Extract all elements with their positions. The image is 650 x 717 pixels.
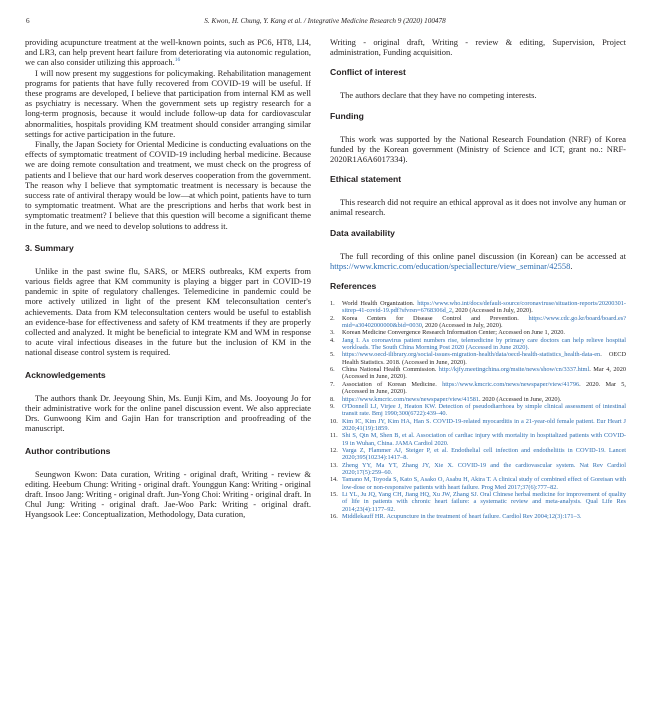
references-heading: References: [330, 281, 377, 292]
reference-link[interactable]: Kim IC, Kim JY, Kim HA, Han S. COVID-19-related myocarditis in a 21-year-old female patient. Eur Heart J 2020;41(19):1859.: [342, 417, 626, 432]
reference-item: [330, 315, 626, 330]
reference-item: [330, 396, 626, 403]
ethical-paragraph: This research did not require an ethical approval as it does not involve any human or animal research.: [330, 197, 626, 218]
summary-heading: 3. Summary: [25, 242, 74, 253]
reference-number: 4.: [330, 336, 335, 344]
reference-item: [330, 462, 626, 477]
reference-item: [330, 491, 626, 513]
summary-paragraph: Unlike in the past swine flu, SARS, or MERS outbreaks, KM experts from various fields agree that KM community is playing a bigger part in COVID-19 pandemic in spite of regulatory challenges. Telemedicine in pandemic could be more actively utilized in light of the present KM teleconsultation center's achievements. Data from KM teleconsultation centers would be useful to establish an evidence-base for effectiveness and safety of KM treatments if they are properly collected and analyzed. It might be beneficial to integrate KM and WM in response to acute viral infectious diseases in the future but the inclusion of KM in the national disease control system is required.: [25, 265, 311, 358]
reference-number: 13.: [330, 461, 338, 469]
reference-number: 14.: [330, 476, 338, 484]
japan-society-paragraph: Finally, the Japan Society for Oriental Medicine is conducting evaluations on the effects of symptomatic treatment of COVID-19 including herbal medicine. Because we are doing remote consultation and treatment, we must check on the progress of patients and I believe that our hard work deserves cooperation from the government. The reason why I believe that symptomatic treatment is necessary is because the success rate of antiviral therapy would be low—at which point, patients have to turn to symptomatic treatment. What are the prescriptions and herbs that work best in symptomatic treatment? I believe that this question will become a significant theme in the future, and we need to develop solutions to address it.: [25, 139, 311, 231]
funding-paragraph: This work was supported by the National Research Foundation (NRF) of Korea funded by the Korean government (Ministry of Science and ICT, grant no.: NRF-2020R1A6A6017334).: [330, 133, 626, 165]
ethical-heading: Ethical statement: [330, 174, 402, 185]
reference-number: 12.: [330, 446, 338, 454]
acknowledgements-heading: Acknowledgements: [25, 369, 106, 380]
reference-item: [330, 476, 626, 491]
reference-list: [330, 300, 626, 520]
reference-item: [330, 329, 626, 336]
right-column: [330, 37, 626, 520]
reference-number: 9.: [330, 402, 335, 410]
conflict-heading: Conflict of interest: [330, 67, 406, 78]
reference-item: [330, 513, 626, 520]
page-number: 6: [26, 17, 30, 25]
reference-suffix: , 2020 (Accessed in July, 2020).: [421, 322, 503, 330]
reference-link[interactable]: Shi S, Qin M, Shen B, et al. Association of cardiac injury with mortality in hospitalized patients with COVID-19 in Wuhan, China. JAMA Cardiol 2020.: [342, 432, 626, 447]
reference-item: [330, 351, 626, 366]
reference-link[interactable]: Varga Z, Flammer AJ, Steiger P, et al. Endothelial cell infection and endotheliitis in COVID-19. Lancet 2020;395(10234):1417–8.: [342, 446, 626, 462]
reference-suffix: , 2020 (Accessed in July, 2020).: [452, 307, 533, 315]
reference-link[interactable]: https://www.kmcric.com/news/newspaper/view/41796: [442, 380, 580, 388]
reference-item: [330, 300, 626, 315]
reference-item: [330, 366, 626, 381]
reference-number: 6.: [330, 366, 335, 374]
reference-link[interactable]: https://www.cdc.go.kr/board/board.es?mid=a30402000000&bid=0030: [342, 314, 626, 330]
reference-link[interactable]: Middlekauff HR. Acupuncture in the treatment of heart failure. Cardiol Rev 2004;12(3):171–3.: [342, 513, 582, 520]
reference-text: World Health Organization.: [342, 300, 418, 308]
reference-number: 7.: [330, 380, 335, 388]
reference-item: [330, 418, 626, 433]
data-availability-paragraph: The full recording of this online panel discussion (in Korean) can be accessed at https://www.kmcric.com/education/speciallecture/view_seminar/42558.: [330, 250, 626, 271]
reference-link[interactable]: Zheng YY, Ma YT, Zhang JY, Xie X. COVID-19 and the cardiovascular system. Nat Rev Cardiol 2020;17(5):259–60.: [342, 461, 626, 476]
reference-link[interactable]: O'Donnell LJ, Virjee J, Heaton KW. Detection of pseudodiarrhoea by simple clinical assessment of intestinal transit rate. Bmj 1990;300(6722):439–40.: [342, 402, 626, 418]
page-header: [26, 17, 624, 29]
reference-link[interactable]: http://kjfy.meetingchina.org/msite/news/show/cn/3337.html: [438, 366, 590, 374]
reference-link[interactable]: https://www.kmcric.com/news/newspaper/view/41581: [342, 395, 480, 403]
reference-link[interactable]: https://www.who.int/docs/default-source/coronaviruse/situation-reports/20200301-sitrep-41-covid-19.pdf?sfvrsn=6768306d_2: [342, 300, 626, 315]
reference-suffix: . OECD Health Statistics. 2018. (Accessed in June, 2020).: [342, 351, 626, 366]
reference-item: [330, 432, 626, 447]
left-column: [25, 37, 311, 520]
author-contributions-paragraph: Seungwon Kwon: Data curation, Writing - original draft, Writing - review & editing. Heebum Chung: Writing - original draft. Younggun Kang: Writing - original draft. Insoo Jang: Writing - original draft. Jun-Yong Choi: Writing - original draft. In Chul Jung: Writing - original draft. Jae-Woo Park: Writing - original draft. Hyangsook Lee: Conceptualization, Methodology, Data curation,: [25, 468, 311, 520]
reference-link[interactable]: Jang I. As coronavirus patient numbers rise, telemedicine by primary care doctors can help relieve hospital workloads. The South China Morning Post 2020 (Accessed in June 2020).: [342, 336, 626, 352]
reference-text: Association of Korean Medicine.: [342, 380, 443, 388]
reference-number: 5.: [330, 351, 335, 359]
author-contributions-continued: Writing - original draft, Writing - review & editing, Supervision, Project administration, Funding acquisition.: [330, 37, 626, 58]
recording-link[interactable]: https://www.kmcric.com/education/speciallecture/view_seminar/42558: [330, 260, 571, 271]
reference-suffix: . Mar 4, 2020 (Accessed in June, 2020).: [342, 366, 626, 381]
reference-link[interactable]: https://www.oecd-ilibrary.org/social-issues-migration-health/data/oecd-health-statistics_health-data-en: [342, 351, 601, 359]
reference-number: 2.: [330, 314, 335, 322]
policy-paragraph: I will now present my suggestions for policymaking. Rehabilitation management programs for patients that have fully recovered from COVID-19 will be useful. If these programs are developed, I believe that participation from internal KM as well as psychiatry is necessary. When the government sets up registry research for a long-term prognosis, because it would include follow-up data for cardiovascular abnormalities, hospitals providing KM treatment should consider arranging similar settings for active participation in the future.: [25, 67, 311, 139]
reference-text: China National Health Commission.: [342, 366, 439, 374]
reference-link[interactable]: Tamano M, Toyoda S, Kato S, Asako O, Asabu H, Akira T. A clinical study of combined effect of Goreisan with low-dose or non-responsive patients with heart failure. Prog Med 2017;37(6):777–82.: [342, 476, 626, 491]
reference-number: 16.: [330, 513, 338, 520]
conflict-paragraph: The authors declare that they have no competing interests.: [340, 90, 537, 101]
reference-number: 8.: [330, 395, 335, 403]
running-title: S. Kwon, H. Chung, Y. Kang et al. / Integrative Medicine Research 9 (2020) 100478: [204, 17, 446, 25]
author-contributions-heading: Author contributions: [25, 445, 111, 456]
data-availability-heading: Data availability: [330, 227, 395, 238]
reference-item: [330, 337, 626, 352]
reference-number: 10.: [330, 417, 338, 425]
reference-number: 11.: [330, 432, 338, 440]
reference-link[interactable]: Li YL, Ju JQ, Yang CH, Jiang HQ, Xu JW, Zhang SJ. Oral Chinese herbal medicine for improvement of quality of life in patients with chronic heart failure: a systematic review and meta-analysis. Qual Life Res 2014;23(4):1177–92.: [342, 490, 626, 513]
reference-item: [330, 381, 626, 396]
reference-text: Korean Medicine Convergence Research Information Center; Accessed on June 1, 2020.: [342, 329, 566, 337]
reference-text: Korea Centers for Disease Control and Prevention.: [342, 314, 529, 322]
citation-link[interactable]: 16: [174, 57, 181, 64]
funding-heading: Funding: [330, 110, 364, 121]
reference-number: 3.: [330, 329, 335, 337]
reference-suffix: . 2020 (Accessed in June, 2020).: [479, 395, 562, 403]
acknowledgements-paragraph: The authors thank Dr. Jeeyoung Shin, Ms. Eunji Kim, and Ms. Jooyoung Jo for their administrative work for the online panel discussion event. We also appreciate Drs. Gunwoong Kim and Gajin Han for transcription and proofreading of the manuscript.: [25, 392, 311, 434]
reference-suffix: . 2020. Mar 5, (Accessed in June, 2020).: [342, 380, 626, 396]
reference-item: [330, 403, 626, 418]
reference-number: 15.: [330, 490, 338, 498]
intro-paragraph: providing acupuncture treatment at the well-known points, such as PC6, HT8, LI4, and LR3, can help prevent heart failure from deteriorating via autonomic regulation, we can also consider utilizing this approach.$^{16}$: [25, 37, 311, 68]
reference-number: 1.: [330, 300, 335, 308]
reference-item: [330, 447, 626, 462]
